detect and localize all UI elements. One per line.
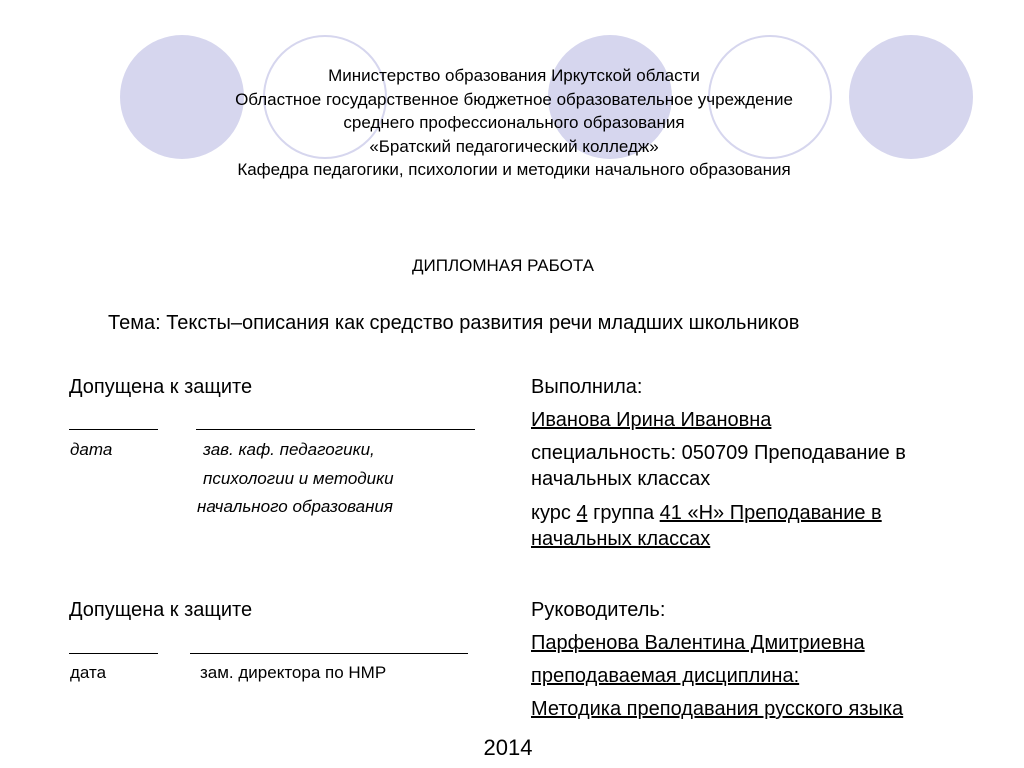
- supervisor-label: Руководитель:: [531, 599, 666, 621]
- author-label: Выполнила:: [531, 376, 643, 398]
- group-value: 41 «Н» Преподавание в начальных классах: [531, 502, 882, 550]
- admission-1-role-line-3: начального образования: [197, 497, 394, 516]
- author-course-group: [531, 500, 971, 552]
- header-line-college: «Братский педагогический колледж»: [369, 136, 659, 156]
- admission-2-title: Допущена к защите: [69, 599, 253, 621]
- course-value: 4: [576, 502, 588, 524]
- thesis-topic: Тема: Тексты–описания как средство развития речи младших школьников: [108, 312, 800, 334]
- author-name: Иванова Ирина Ивановна: [531, 409, 772, 431]
- admission-2-date-label: дата: [70, 663, 107, 682]
- admission-1-signature-line: [196, 429, 475, 430]
- admission-1-role-line-2: психологии и методики: [203, 469, 394, 488]
- header-line-ministry: Министерство образования Иркутской области: [328, 66, 700, 85]
- discipline-label: преподаваемая дисциплина:: [531, 665, 800, 687]
- group-prefix: группа: [587, 502, 660, 524]
- header-line-level: среднего профессионального образования: [343, 113, 685, 133]
- course-prefix: курс: [531, 502, 577, 524]
- document-year: 2014: [483, 735, 533, 760]
- admission-1-date-line: [69, 429, 158, 430]
- header-line-department: Кафедра педагогики, психологии и методики начального образования: [237, 160, 791, 180]
- supervisor-name: Парфенова Валентина Дмитриевна: [531, 632, 865, 654]
- document-type: ДИПЛОМНАЯ РАБОТА: [412, 256, 594, 275]
- author-specialty: специальность: 050709 Преподавание в начальных классах: [531, 442, 906, 490]
- admission-1-title: Допущена к защите: [69, 376, 253, 398]
- admission-1-date-label: дата: [70, 440, 113, 459]
- header-line-institution: Областное государственное бюджетное образовательное учреждение: [235, 89, 793, 109]
- admission-2-role: зам. директора по НМР: [200, 663, 387, 682]
- admission-1-role-line-1: зав. каф. педагогики,: [203, 440, 375, 459]
- admission-2-date-line: [69, 653, 158, 654]
- admission-2-signature-line: [190, 653, 468, 654]
- institution-header: [0, 64, 1024, 182]
- discipline-name: Методика преподавания русского языка: [531, 698, 904, 720]
